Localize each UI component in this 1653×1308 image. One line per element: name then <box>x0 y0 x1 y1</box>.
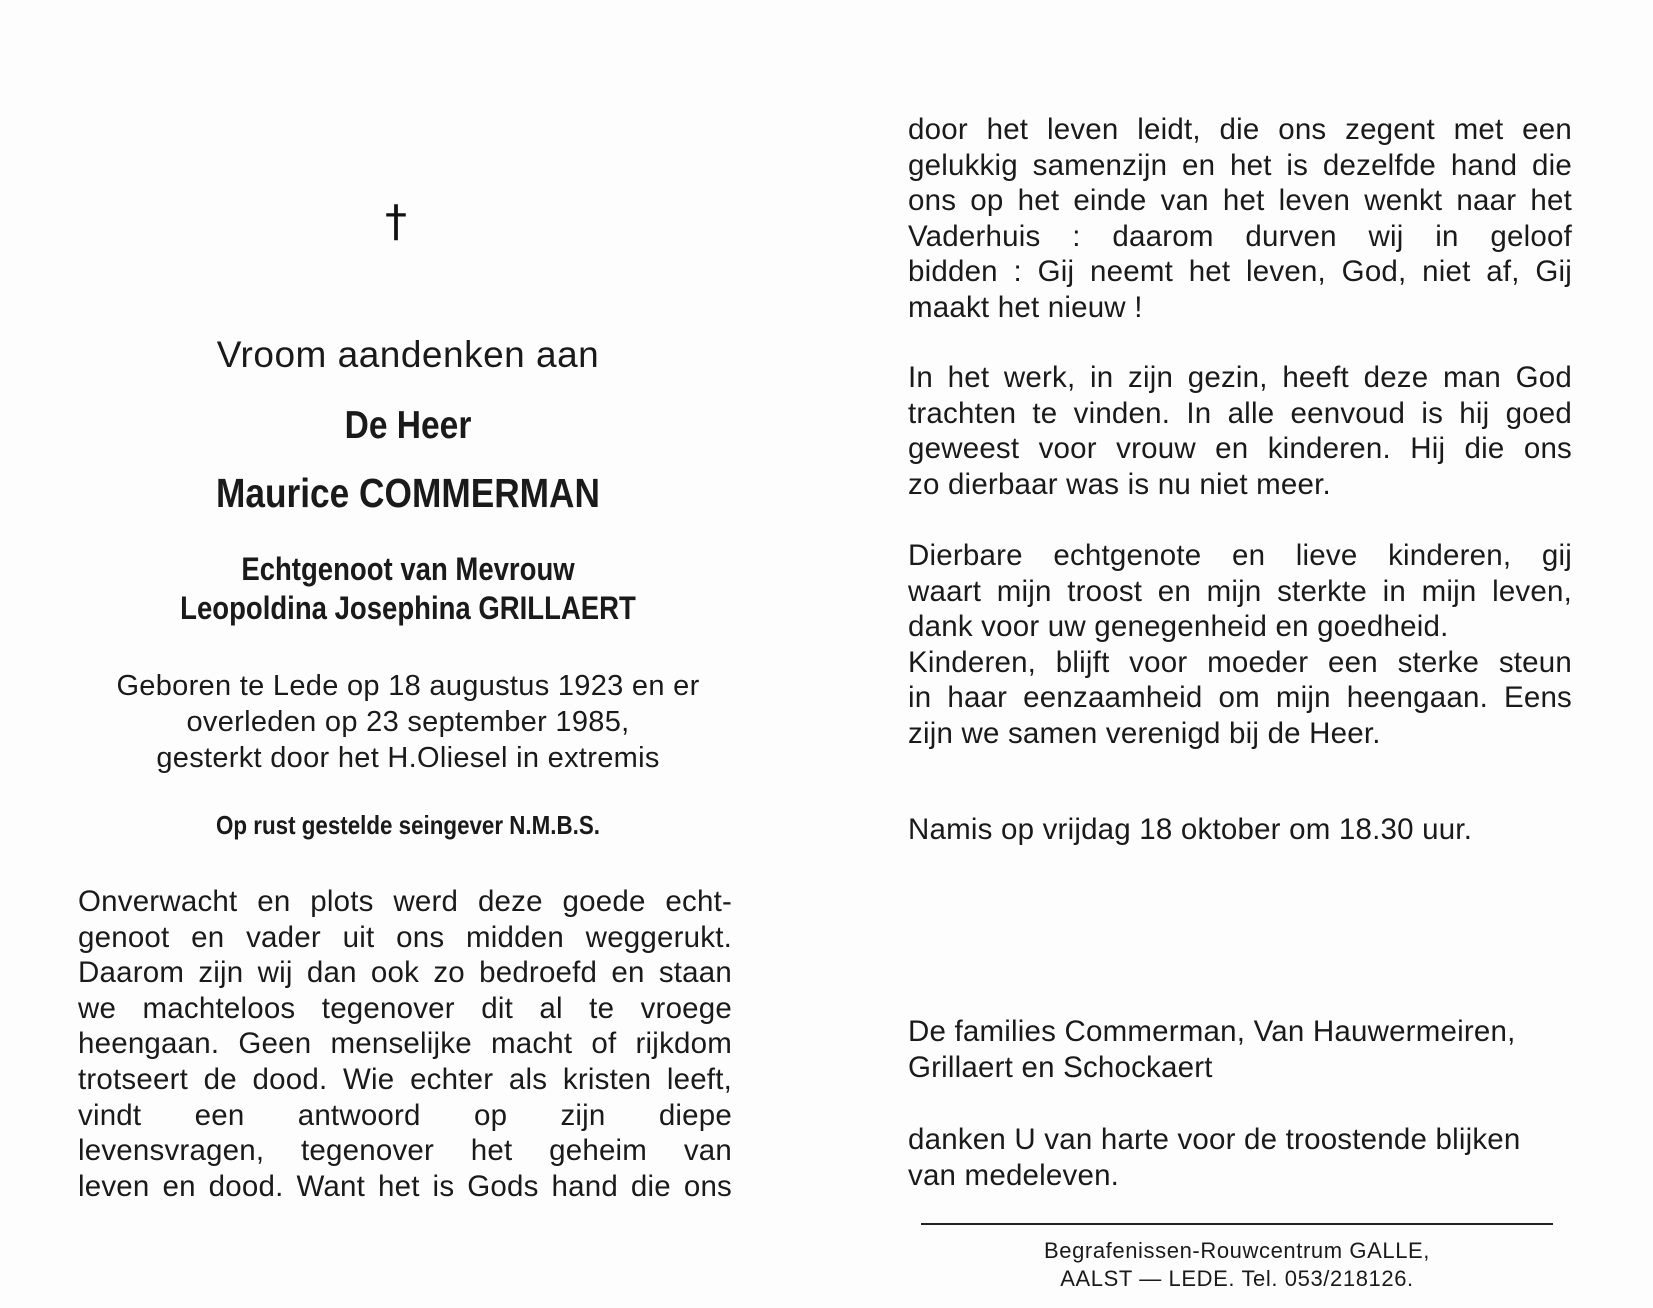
thanks-line: van medeleven. <box>908 1158 1120 1192</box>
families-text <box>908 1014 1515 1085</box>
spouse-line-2: Leopoldina Josephina GRILLAERT <box>180 590 636 626</box>
profession-text: Op rust gestelde seingever N.M.B.S. <box>216 810 600 840</box>
intro-text: Vroom aandenken aan <box>216 334 600 375</box>
cross-icon: † <box>385 196 407 247</box>
paragraph-line: door het leven leidt, die ons zegent met een <box>908 113 1572 146</box>
dates-line: Geboren te Lede op 18 augustus 1923 en er <box>116 670 700 702</box>
dates-line: gesterkt door het H.Oliesel in extremis <box>156 742 660 774</box>
paragraph-line: gelukkig samenzijn en het is dezelfde hand die <box>908 148 1572 182</box>
paragraph-line: Daarom zijn wij dan ook zo bedroefd en staan <box>78 956 732 990</box>
undertaker-line-1: Begrafenissen-Rouwcentrum GALLE, <box>1043 1238 1431 1263</box>
paragraph-line: levensvragen, tegenover het geheim van <box>78 1134 732 1168</box>
paragraph-line: leven en dood. Want het is Gods hand die ons <box>78 1169 732 1203</box>
paragraph-line: heengaan. Geen menselijke macht of rijkdom <box>78 1027 732 1061</box>
birth-death-dates <box>78 668 738 776</box>
service-announcement: Namis op vrijdag 18 oktober om 18.30 uur. <box>908 813 1473 846</box>
families-line: Grillaert en Schockaert <box>908 1050 1213 1084</box>
paragraph-line: in haar eenzaamheid om mijn heengaan. Eens <box>908 681 1572 715</box>
paragraph-line: Onverwacht en plots werd deze goede echt- <box>78 885 732 918</box>
paragraph-line: dank voor uw genegenheid en goedheid. <box>908 610 1449 644</box>
undertaker-line-2: AALST — LEDE. Tel. 053/218126. <box>1060 1266 1414 1291</box>
spouse-line-1: Echtgenoot van Mevrouw <box>241 551 575 587</box>
deceased-name: Maurice COMMERMAN <box>216 470 600 516</box>
paragraph-line: trotseert de dood. Wie echter als kristen leeft, <box>78 1062 732 1096</box>
paragraph-line: waart mijn troost en mijn sterkte in mijn leven, <box>908 574 1572 608</box>
paragraph-line: we machteloos tegenover dit al te vroege <box>78 991 732 1025</box>
paragraph-line: In het werk, in zijn gezin, heeft deze man God <box>908 361 1572 394</box>
paragraph-line: genoot en vader uit ons midden weggerukt. <box>78 920 732 954</box>
thanks-line: danken U van harte voor de troostende blijken <box>908 1123 1521 1156</box>
paragraph-line: maakt het nieuw ! <box>908 290 1143 324</box>
right-paragraph-1 <box>908 112 1572 326</box>
paragraph-line: zijn we samen verenigd bij de Heer. <box>908 716 1381 750</box>
paragraph-line: Kinderen, blijft voor moeder een sterke steun <box>908 645 1572 679</box>
paragraph-line: geweest voor vrouw en kinderen. Hij die ons <box>908 432 1572 466</box>
paragraph-line: Vaderhuis : daarom durven wij in geloof <box>908 219 1572 253</box>
honorific-title: De Heer <box>344 404 472 447</box>
dates-line: overleden op 23 september 1985, <box>186 706 630 738</box>
paragraph-line: trachten te vinden. In alle eenvoud is hij goed <box>908 396 1572 430</box>
right-paragraph-2 <box>908 360 1572 502</box>
paragraph-line: ons op het einde van het leven wenkt naar het <box>908 184 1572 218</box>
thanks-text <box>908 1122 1521 1193</box>
divider <box>921 1223 1553 1225</box>
paragraph-line: bidden : Gij neemt het leven, God, niet af, Gij <box>908 255 1572 289</box>
families-line: De families Commerman, Van Hauwermeiren, <box>908 1015 1516 1048</box>
right-paragraph-3 <box>908 538 1572 752</box>
paragraph-line: zo dierbaar was is nu niet meer. <box>908 467 1331 501</box>
left-paragraph <box>78 884 732 1204</box>
paragraph-line: vindt een antwoord op zijn diepe <box>78 1098 732 1132</box>
paragraph-line: Dierbare echtgenote en lieve kinderen, gij <box>908 539 1572 572</box>
